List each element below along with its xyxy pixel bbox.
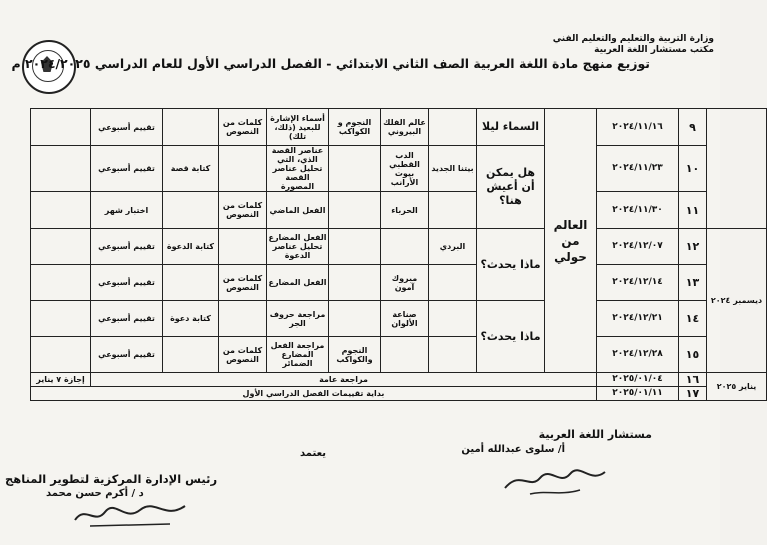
topic-cell: ماذا يحدث؟ <box>477 301 545 373</box>
cell-c8 <box>31 265 91 301</box>
cell-c6 <box>163 109 219 146</box>
cell-c5: كلمات من النصوص <box>219 192 267 229</box>
table-row <box>31 109 767 146</box>
cell-c6 <box>163 192 219 229</box>
cell-c6 <box>163 337 219 373</box>
week-number: ١٢ <box>679 229 707 265</box>
cell-c7: تقييم أسبوعي <box>91 109 163 146</box>
approve-label: يعتمد <box>300 448 326 459</box>
cell-c5: كلمات من النصوص <box>219 109 267 146</box>
topic-cell: ماذا يحدث؟ <box>477 229 545 301</box>
week-date: ٢٠٢٥/٠١/١١ <box>597 387 679 401</box>
exam-text: بداية تقييمات الفصل الدراسي الأول <box>31 387 597 401</box>
cell-c3 <box>329 229 381 265</box>
cell-c4: مراجعة الفعل المضارع الضمائر <box>267 337 329 373</box>
ministry-name: وزارة التربية والتعليم والتعليم الفني <box>552 34 714 44</box>
cell-c4: مراجعة حروف الجر <box>267 301 329 337</box>
head-signature <box>70 500 190 530</box>
advisor-signature <box>500 460 610 500</box>
advisor-title: مستشار اللغة العربية <box>538 428 652 441</box>
cell-c6: كتابة قصة <box>163 146 219 192</box>
cell-c1: البردي <box>429 229 477 265</box>
cell-c8 <box>31 146 91 192</box>
table-row <box>31 265 767 301</box>
table-row <box>31 229 767 265</box>
cell-c4: الفعل المضارع تحليل عناصر الدعوة <box>267 229 329 265</box>
cell-c7: تقييم أسبوعي <box>91 301 163 337</box>
cell-c5 <box>219 229 267 265</box>
cell-c3 <box>329 192 381 229</box>
cell-c5: كلمات من النصوص <box>219 265 267 301</box>
cell-c5 <box>219 146 267 192</box>
cell-c2: الحرباء <box>381 192 429 229</box>
cell-c3: النجوم والكواكب <box>329 337 381 373</box>
office-name: مكتب مستشار اللغة العربية <box>594 45 714 55</box>
cell-c1 <box>429 301 477 337</box>
week-number: ١٧ <box>679 387 707 401</box>
cell-c1 <box>429 109 477 146</box>
cell-c1: بيتنا الجديد <box>429 146 477 192</box>
head-title: رئيس الإدارة المركزية لتطوير المناهج <box>5 472 218 486</box>
review-text: مراجعة عامة <box>91 373 597 387</box>
week-number: ١٤ <box>679 301 707 337</box>
week-number: ١٣ <box>679 265 707 301</box>
cell-c3 <box>329 265 381 301</box>
table-row <box>31 337 767 373</box>
cell-c7: تقييم أسبوعي <box>91 146 163 192</box>
cell-c5 <box>219 301 267 337</box>
cell-c6: كتابة الدعوة <box>163 229 219 265</box>
week-date: ٢٠٢٤/١٢/٠٧ <box>597 229 679 265</box>
cell-c2 <box>381 337 429 373</box>
curriculum-table <box>30 108 767 401</box>
week-date: ٢٠٢٥/٠١/٠٤ <box>597 373 679 387</box>
topic-cell: السماء ليلا <box>477 109 545 146</box>
holiday-note: إجازة ٧ يناير <box>31 373 91 387</box>
cell-c7: تقييم أسبوعي <box>91 265 163 301</box>
month-cell <box>707 109 767 229</box>
week-date: ٢٠٢٤/١٢/٢١ <box>597 301 679 337</box>
week-number: ١٥ <box>679 337 707 373</box>
cell-c3: النجوم و الكواكب <box>329 109 381 146</box>
cell-c7: تقييم أسبوعي <box>91 337 163 373</box>
cell-c8 <box>31 301 91 337</box>
advisor-name: أ/ سلوى عبدالله أمين <box>461 444 565 455</box>
table-row <box>31 146 767 192</box>
month-cell: ديسمبر ٢٠٢٤ <box>707 229 767 373</box>
document-title: توزيع منهج مادة اللغة العربية الصف الثاني الابتدائي - الفصل الدراسي الأول للعام الدراسي ٢٠٢٤/٢٠٢٥ م <box>11 56 650 71</box>
cell-c1 <box>429 192 477 229</box>
cell-c2: الدب القطبي بيوت الأرانب <box>381 146 429 192</box>
week-number: ١٠ <box>679 146 707 192</box>
cell-c6: كتابة دعوة <box>163 301 219 337</box>
cell-c4: الفعل المضارع <box>267 265 329 301</box>
cell-c6 <box>163 265 219 301</box>
week-date: ٢٠٢٤/١٢/٢٨ <box>597 337 679 373</box>
week-date: ٢٠٢٤/١٢/١٤ <box>597 265 679 301</box>
cell-c8 <box>31 337 91 373</box>
cell-c7: اختبار شهر <box>91 192 163 229</box>
cell-c8 <box>31 109 91 146</box>
cell-c2 <box>381 229 429 265</box>
unit-title: العالم من حولي <box>545 109 597 373</box>
head-name: د / أكرم حسن محمد <box>46 488 144 499</box>
review-row <box>31 373 767 387</box>
cell-c2: عالم الفلك البيروني <box>381 109 429 146</box>
ministry-header <box>553 34 714 56</box>
cell-c2: مبروك آمون <box>381 265 429 301</box>
cell-c4: عناصر القصة الذي، التي تحليل عناصر القصة المصورة <box>267 146 329 192</box>
cell-c4: أسماء الإشارة للبعيد (ذلك، تلك) <box>267 109 329 146</box>
topic-cell: هل يمكن أن أعيش هنا؟ <box>477 146 545 229</box>
cell-c5: كلمات من النصوص <box>219 337 267 373</box>
table-row <box>31 192 767 229</box>
exam-row <box>31 387 767 401</box>
week-date: ٢٠٢٤/١١/٢٣ <box>597 146 679 192</box>
cell-c3 <box>329 146 381 192</box>
week-number: ١٦ <box>679 373 707 387</box>
week-date: ٢٠٢٤/١١/٣٠ <box>597 192 679 229</box>
cell-c2: صناعة الألوان <box>381 301 429 337</box>
cell-c1 <box>429 337 477 373</box>
cell-c4: الفعل الماضي <box>267 192 329 229</box>
table-row <box>31 301 767 337</box>
week-number: ٩ <box>679 109 707 146</box>
cell-c7: تقييم أسبوعي <box>91 229 163 265</box>
week-number: ١١ <box>679 192 707 229</box>
cell-c1 <box>429 265 477 301</box>
cell-c8 <box>31 229 91 265</box>
cell-c3 <box>329 301 381 337</box>
cell-c8 <box>31 192 91 229</box>
month-cell: يناير ٢٠٢٥ <box>707 373 767 401</box>
week-date: ٢٠٢٤/١١/١٦ <box>597 109 679 146</box>
